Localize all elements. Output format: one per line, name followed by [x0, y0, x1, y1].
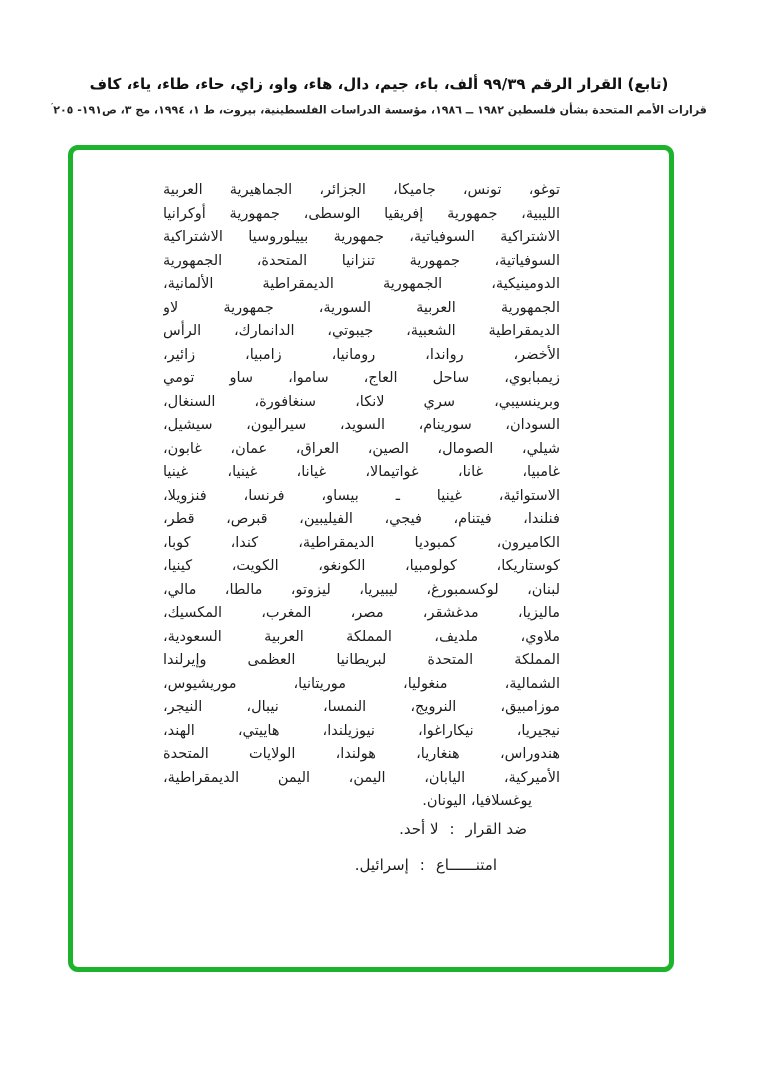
country-list-line: المملكة المتحدة لبريطانيا العظمى وإيرلندا [163, 652, 560, 668]
country-list-line: الدومينيكية، الجمهورية الديمقراطية الألمانية، [163, 276, 560, 292]
country-list-line: ماليزيا، مدغشقر، مصر، المغرب، المكسيك، [163, 605, 560, 621]
country-list-line: زيمبابوي، ساحل العاج، ساموا، ساو تومي [163, 370, 560, 386]
country-list-line: الشمالية، منغوليا، موريتانيا، موريشيوس، [163, 675, 560, 692]
country-list-line: نيجيريا، نيكاراغوا، نيوزيلندا، هاييتي، الهند، [163, 722, 560, 739]
country-list-line: الجمهورية العربية السورية، جمهورية لاو [163, 299, 560, 316]
vote-against-row [163, 818, 527, 841]
country-list-line: السودان، سورينام، السويد، سيراليون، سيشيل، [163, 417, 560, 433]
country-list-line: لبنان، لوكسمبورغ، ليبيريا، ليزوتو، مالطا، مالي، [163, 581, 560, 598]
country-list-line: الاستوائية، غينيا ـ بيساو، فرنسا، فنزويلا، [163, 487, 560, 504]
vote-separator: : [449, 820, 455, 838]
country-list-line: الأخضر، رواندا، رومانيا، زامبيا، زائير، [163, 346, 560, 363]
country-list-line: الاشتراكية السوفياتية، جمهورية بييلوروسيا الاشتراكية [163, 229, 560, 245]
country-list-line: شيلي، الصومال، الصين، العراق، عمان، غابون، [163, 440, 560, 457]
country-list-line: توغو، تونس، جاميكا، الجزائر، الجماهيرية العربية [163, 182, 560, 198]
country-list-line: غامبيا، غانا، غواتيمالا، غيانا، غينيا، غينيا [163, 464, 560, 480]
vote-against-value: لا أحد. [399, 820, 439, 838]
country-list-line: كوستاريكا، كولومبيا، الكونغو، الكويت، كينيا، [163, 558, 560, 574]
country-list-line: الديمقراطية الشعبية، جيبوتي، الدانمارك، الرأس [163, 323, 560, 339]
country-list-line: الكاميرون، كمبوديا الديمقراطية، كندا، كوبا، [163, 534, 560, 551]
resolution-title: (تابع) القرار الرقم ٩٩/٣٩ ألف، باء، جيم، دال، هاء، واو، زاي، حاء، طاء، ياء، كاف [89, 75, 669, 93]
page-header [0, 74, 758, 118]
country-list-line: السوفياتية، جمهورية تنزانيا المتحدة، الجمهورية [163, 252, 560, 269]
vote-against-label: ضد القرار [465, 820, 527, 838]
country-list-line: الأميركية، اليابان، اليمن، اليمن الديمقراطية، [163, 769, 560, 786]
country-list-line: موزامبيق، النرويج، النمسا، نيبال، النيجر، [163, 699, 560, 715]
vote-results [163, 818, 560, 890]
source-citation-text: قرارات الأمم المتحدة بشأن فلسطين ١٩٨٢ ــ ١٩٨٦، مؤسسة الدراسات الفلسطينية، بيروت، ط ١، ١٩٩٤، مج ٣، ص١٩١- ٢٠٥ [53, 103, 707, 117]
source-citation [0, 100, 758, 118]
footnote-mark: ′ [51, 102, 54, 111]
country-list-line: هندوراس، هنغاريا، هولندا، الولايات المتحدة [163, 746, 560, 762]
vote-abstain-row [163, 854, 497, 877]
vote-separator: : [419, 856, 425, 874]
vote-abstain-value: إسرائيل. [354, 856, 409, 874]
country-list-line: يوغسلافيا، اليونان. [422, 793, 532, 809]
voting-countries-paragraph [163, 179, 560, 814]
country-list-line: الليبية، جمهورية إفريقيا الوسطى، جمهورية أوكرانيا [163, 205, 560, 222]
country-list-line: ملاوي، ملديف، المملكة العربية السعودية، [163, 628, 560, 645]
vote-abstain-label: امتنــــــاع [435, 856, 497, 874]
country-list-line: فنلندا، فيتنام، فيجي، الفيليبين، قبرص، قطر، [163, 511, 560, 527]
country-list-line: وبرينسيبي، سري لانكا، سنغافورة، السنغال، [163, 393, 560, 410]
